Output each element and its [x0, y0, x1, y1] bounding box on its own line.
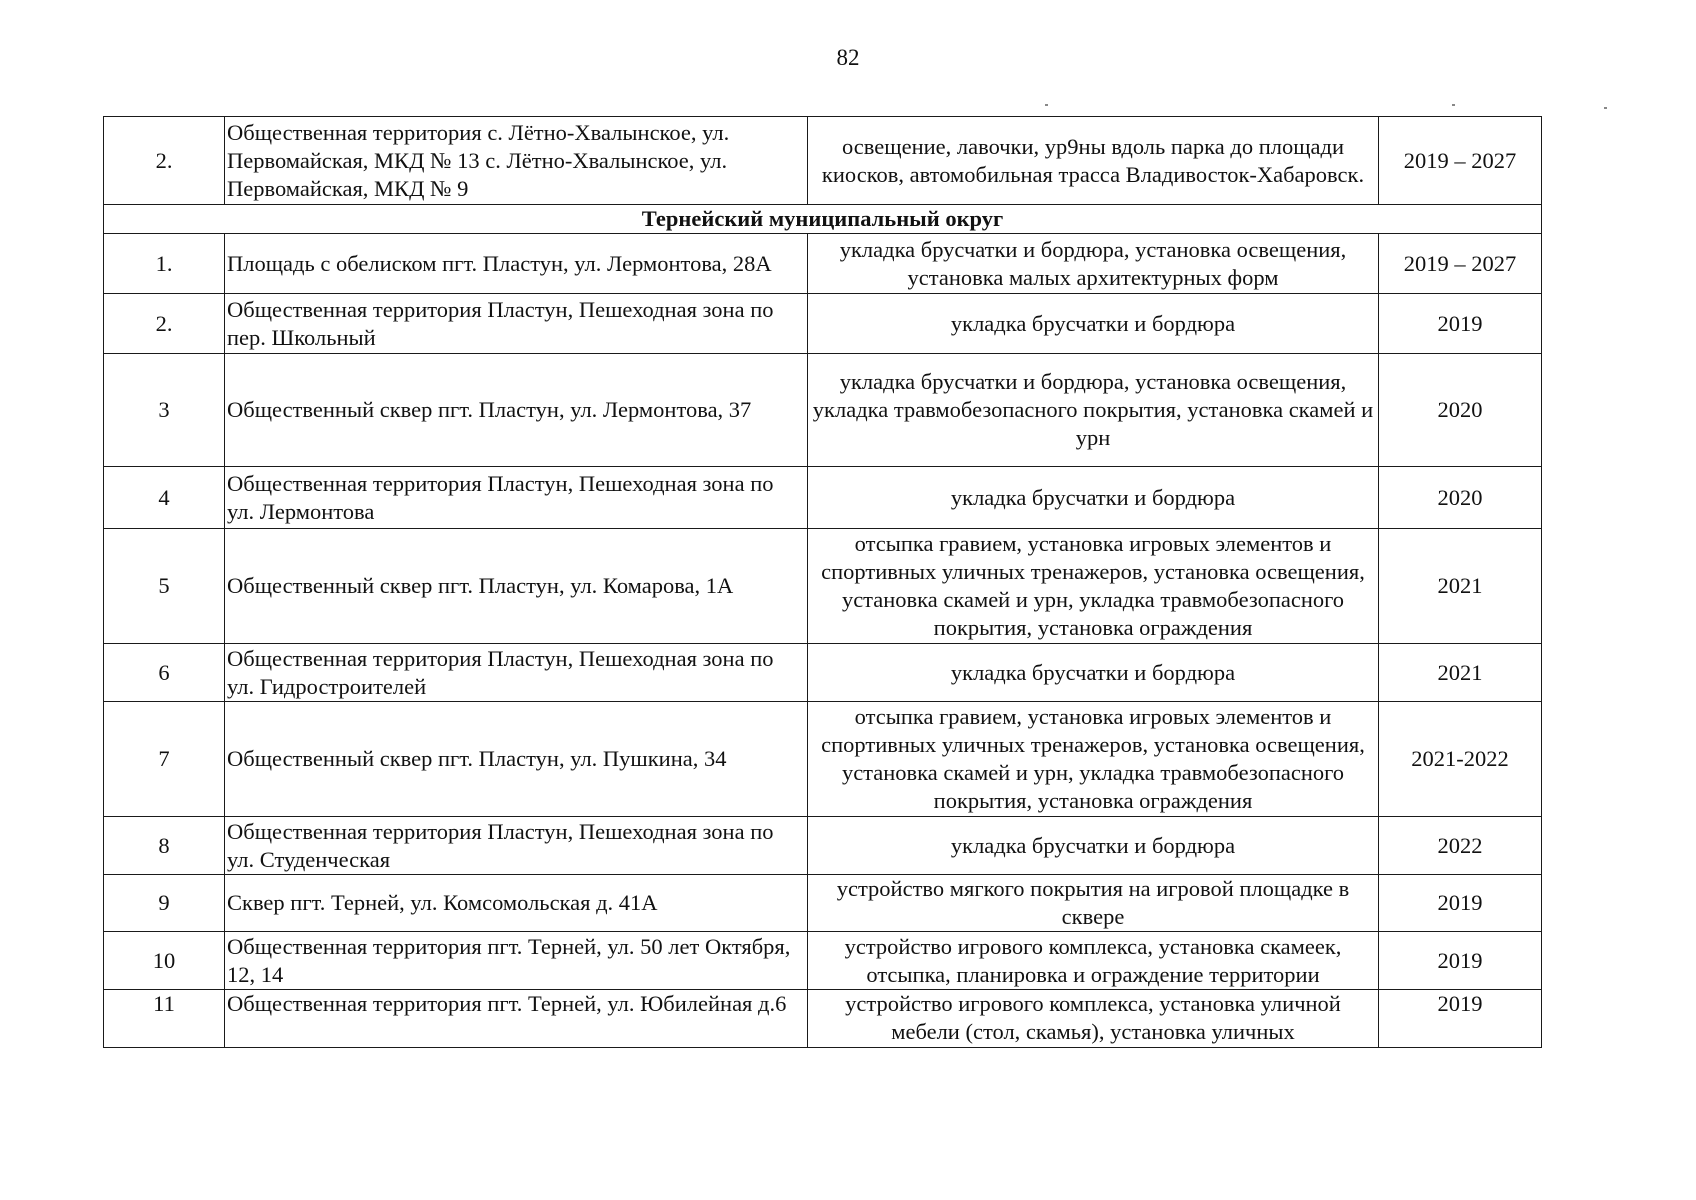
years: 2020: [1379, 354, 1542, 467]
territory-name: Общественная территория Пластун, Пешеходная зона по ул. Студенческая: [225, 817, 808, 875]
years: 2020: [1379, 467, 1542, 529]
works-description: укладка брусчатки и бордюра, установка освещения, укладка травмобезопасного покрытия, установка скамей и урн: [808, 354, 1379, 467]
works-description: укладка брусчатки и бордюра: [808, 467, 1379, 529]
years: 2019 – 2027: [1379, 234, 1542, 294]
row-number: 6: [104, 644, 225, 702]
years: 2022: [1379, 817, 1542, 875]
table-row: [104, 354, 1542, 467]
table-row: [104, 529, 1542, 644]
table-row: [104, 644, 1542, 702]
works-description: укладка брусчатки и бордюра, установка освещения, установка малых архитектурных форм: [808, 234, 1379, 294]
works-description: устройство игрового комплекса, установка скамеек, отсыпка, планировка и ограждение территории: [808, 932, 1379, 990]
table-row: [104, 932, 1542, 990]
works-description: отсыпка гравием, установка игровых элементов и спортивных уличных тренажеров, установка освещения, установка скамей и урн, укладка травмобезопасного покрытия, установка ограждения: [808, 529, 1379, 644]
territory-name: Общественная территория Пластун, Пешеходная зона по пер. Школьный: [225, 294, 808, 354]
scan-speck: [1045, 104, 1048, 106]
table-row: [104, 990, 1542, 1048]
row-number: 4: [104, 467, 225, 529]
table-row: [104, 234, 1542, 294]
territory-name: Общественная территория Пластун, Пешеходная зона по ул. Гидростроителей: [225, 644, 808, 702]
territory-name: Площадь с обелиском пгт. Пластун, ул. Лермонтова, 28А: [225, 234, 808, 294]
table-row: [104, 467, 1542, 529]
works-description: отсыпка гравием, установка игровых элементов и спортивных уличных тренажеров, установка освещения, установка скамей и урн, укладка травмобезопасного покрытия, установка ограждения: [808, 702, 1379, 817]
works-description: освещение, лавочки, ур9ны вдоль парка до площади киосков, автомобильная трасса Владивосток-Хабаровск.: [808, 117, 1379, 205]
works-description: устройство мягкого покрытия на игровой площадке в сквере: [808, 875, 1379, 932]
territory-name: Общественный сквер пгт. Пластун, ул. Лермонтова, 37: [225, 354, 808, 467]
scan-speck: [1604, 107, 1607, 109]
works-description: укладка брусчатки и бордюра: [808, 294, 1379, 354]
territory-name: Сквер пгт. Терней, ул. Комсомольская д. 41А: [225, 875, 808, 932]
table-row: [104, 294, 1542, 354]
row-number: 11: [104, 990, 225, 1048]
table-row: [104, 702, 1542, 817]
years: 2021: [1379, 529, 1542, 644]
scan-speck: [1452, 104, 1455, 106]
table-row: [104, 875, 1542, 932]
row-number: 7: [104, 702, 225, 817]
territory-name: Общественная территория Пластун, Пешеходная зона по ул. Лермонтова: [225, 467, 808, 529]
years: 2021-2022: [1379, 702, 1542, 817]
row-number: 2.: [104, 117, 225, 205]
table-row: [104, 117, 1542, 205]
years: 2019: [1379, 875, 1542, 932]
row-number: 5: [104, 529, 225, 644]
row-number: 3: [104, 354, 225, 467]
row-number: 8: [104, 817, 225, 875]
row-number: 9: [104, 875, 225, 932]
works-description: укладка брусчатки и бордюра: [808, 644, 1379, 702]
years: 2019 – 2027: [1379, 117, 1542, 205]
row-number: 10: [104, 932, 225, 990]
improvement-table: [103, 116, 1542, 1048]
territory-name: Общественный сквер пгт. Пластун, ул. Комарова, 1А: [225, 529, 808, 644]
works-description: укладка брусчатки и бордюра: [808, 817, 1379, 875]
years: 2019: [1379, 990, 1542, 1048]
row-number: 2.: [104, 294, 225, 354]
row-number: 1.: [104, 234, 225, 294]
territory-name: Общественная территория пгт. Терней, ул. Юбилейная д.6: [225, 990, 808, 1048]
section-title: Тернейский муниципальный округ: [104, 205, 1542, 234]
years: 2019: [1379, 294, 1542, 354]
territory-name: Общественная территория с. Лётно-Хвалынское, ул. Первомайская, МКД № 13 с. Лётно-Хвалынское, ул. Первомайская, МКД № 9: [225, 117, 808, 205]
territory-name: Общественная территория пгт. Терней, ул. 50 лет Октября, 12, 14: [225, 932, 808, 990]
years: 2021: [1379, 644, 1542, 702]
works-description: устройство игрового комплекса, установка уличной мебели (стол, скамья), установка уличных: [808, 990, 1379, 1048]
section-header-row: [104, 205, 1542, 234]
table-row: [104, 817, 1542, 875]
years: 2019: [1379, 932, 1542, 990]
page-number: 82: [836, 45, 860, 70]
territory-name: Общественный сквер пгт. Пластун, ул. Пушкина, 34: [225, 702, 808, 817]
